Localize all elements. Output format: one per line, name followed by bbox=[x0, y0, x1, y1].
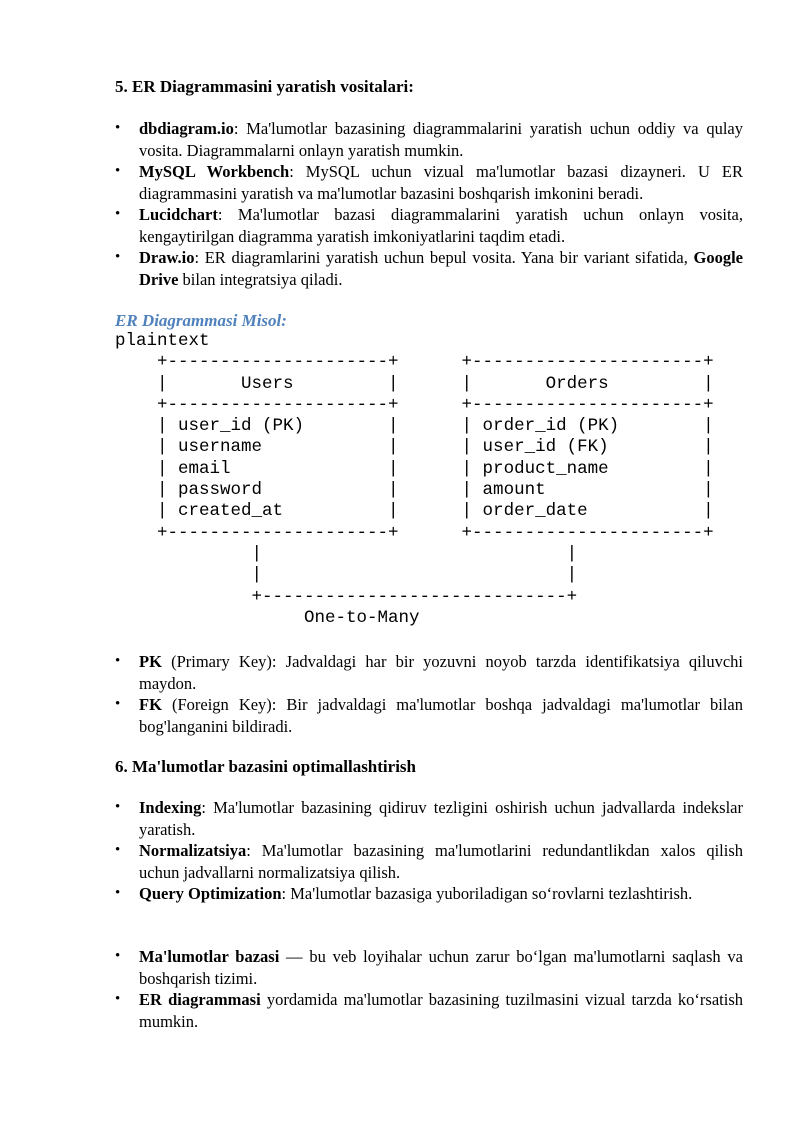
bullet-icon: • bbox=[115, 249, 121, 265]
optimization-list bbox=[115, 797, 743, 905]
list-item bbox=[115, 161, 743, 204]
list-item bbox=[115, 946, 743, 989]
bullet-icon: • bbox=[115, 653, 121, 669]
key-term: FK bbox=[139, 695, 162, 714]
tool-description: : ER diagramlarini yaratish uchun bepul vosita. Yana bir variant sifatida, bbox=[194, 248, 694, 267]
summary-list bbox=[115, 946, 743, 1032]
item-description: : Ma'lumotlar bazasining qidiruv tezligini oshirish uchun jadvallarda indekslar yaratish. bbox=[139, 798, 743, 839]
list-item bbox=[115, 840, 743, 883]
summary-description: — bu veb loyihalar uchun zarur bo‘lgan ma'lumotlarni saqlash va boshqarish tizimi. bbox=[139, 947, 743, 988]
tool-description: bilan integratsiya qiladi. bbox=[178, 269, 343, 289]
list-item bbox=[115, 797, 743, 840]
key-description: (Foreign Key): Bir jadvaldagi ma'lumotlar boshqa jadvaldagi ma'lumotlar bilan bog'langanini bildiradi. bbox=[139, 695, 743, 736]
bullet-icon: • bbox=[115, 120, 121, 136]
list-item bbox=[115, 118, 743, 161]
key-term: PK bbox=[139, 652, 162, 671]
list-item bbox=[115, 989, 743, 1032]
list-item bbox=[115, 694, 743, 737]
example-title: ER Diagrammasi Misol: bbox=[115, 311, 287, 330]
tool-description: : MySQL uchun vizual ma'lumotlar bazasi dizayneri. U ER diagrammasini yaratish va ma'lumotlar bazasini boshqarish imkonini beradi. bbox=[139, 162, 743, 203]
bullet-icon: • bbox=[115, 163, 121, 179]
bullet-icon: • bbox=[115, 885, 121, 901]
bullet-icon: • bbox=[115, 991, 121, 1007]
tools-list bbox=[115, 118, 743, 290]
keys-list bbox=[115, 651, 743, 737]
tool-name: Google Drive bbox=[139, 248, 743, 289]
er-diagram-ascii: +---------------------+ +----------------------+ | Users | | Orders | +---------------------+ +----------------------+ | user_id (PK) | | order_id (PK) | | username | | user_id (FK) | | email | | product_name | | password | | amount | | created_at | | order_date | +---------------------+ +----------------------+ | | | | +-----------------------------+ One-to-Many bbox=[157, 352, 714, 628]
section-5-heading: 5. ER Diagrammasini yaratish vositalari: bbox=[115, 77, 414, 96]
tool-name: Draw.io bbox=[139, 248, 195, 267]
bullet-icon: • bbox=[115, 948, 121, 964]
code-language-label: plaintext bbox=[115, 331, 210, 351]
item-term: Indexing bbox=[139, 798, 202, 817]
summary-term: Ma'lumotlar bazasi bbox=[139, 947, 280, 966]
summary-term: ER diagrammasi bbox=[139, 990, 261, 1009]
tool-description: : Ma'lumotlar bazasining diagrammalarini yaratish uchun oddiy va qulay vosita. Diagrammalarni onlayn yaratish mumkin. bbox=[139, 119, 743, 160]
bullet-icon: • bbox=[115, 696, 121, 712]
summary-description: yordamida ma'lumotlar bazasining tuzilmasini vizual tarzda ko‘rsatish mumkin. bbox=[139, 990, 744, 1031]
bullet-icon: • bbox=[115, 799, 121, 815]
list-item bbox=[115, 247, 743, 290]
section-6-heading: 6. Ma'lumotlar bazasini optimallashtirish bbox=[115, 757, 416, 776]
item-description: : Ma'lumotlar bazasining ma'lumotlarini redundantlikdan xalos qilish uchun jadvallarni normalizatsiya qilish. bbox=[139, 841, 743, 882]
list-item bbox=[115, 651, 743, 694]
er-diagram-code bbox=[115, 331, 714, 629]
list-item bbox=[115, 204, 743, 247]
tool-name: MySQL Workbench bbox=[139, 162, 290, 181]
bullet-icon: • bbox=[115, 842, 121, 858]
item-term: Normalizatsiya bbox=[139, 841, 247, 860]
tool-name: Lucidchart bbox=[139, 205, 218, 224]
tool-description: : Ma'lumotlar bazasi diagrammalarini yaratish uchun onlayn vosita, kengaytirilgan diagramma yaratish imkoniyatlarini taqdim etadi. bbox=[139, 205, 743, 246]
tool-name: dbdiagram.io bbox=[139, 119, 234, 138]
list-item bbox=[115, 883, 743, 905]
bullet-icon: • bbox=[115, 206, 121, 222]
item-description: : Ma'lumotlar bazasiga yuboriladigan so‘rovlarni tezlashtirish. bbox=[281, 884, 693, 903]
key-description: (Primary Key): Jadvaldagi har bir yozuvni noyob tarzda identifikatsiya qiluvchi maydon. bbox=[139, 652, 743, 693]
item-term: Query Optimization bbox=[139, 884, 282, 903]
